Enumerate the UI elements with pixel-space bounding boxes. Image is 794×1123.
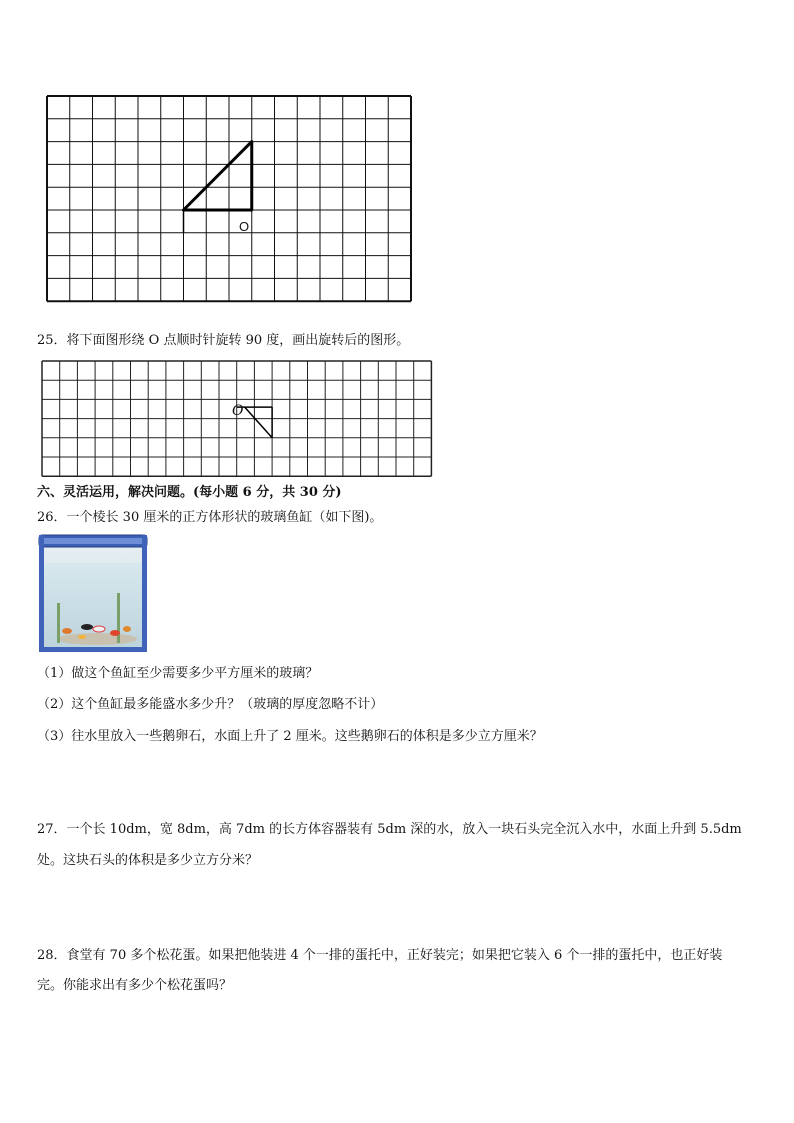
question-26-part-3: （3）往水里放入一些鹅卵石，水面上升了 2 厘米。这些鹅卵石的体积是多少立方厘米？ xyxy=(37,729,543,744)
point-label-o-q24: O xyxy=(239,219,250,234)
question-26-text: 26．一个棱长 30 厘米的正方体形状的玻璃鱼缸（如下图)。 xyxy=(37,510,383,525)
fish-tank-image xyxy=(37,533,149,655)
shape-diagonal xyxy=(245,407,272,438)
question-26-part-1: （1）做这个鱼缸至少需要多少平方厘米的玻璃？ xyxy=(37,666,319,681)
question-27-line-2: 处。这块石头的体积是多少立方分米？ xyxy=(37,853,259,868)
section-6-title: 六、灵活运用，解决问题。(每小题 6 分，共 30 分) xyxy=(37,485,342,500)
question-26-part-2: （2）这个鱼缸最多能盛水多少升？（玻璃的厚度忽略不计） xyxy=(37,697,384,712)
question-28-line-1: 28．食堂有 70 多个松花蛋。如果把他装进 4 个一排的蛋托中，正好装完；如果把它装入 6 个一排的蛋托中，也正好装 xyxy=(37,948,723,963)
point-label-o-q25: O xyxy=(232,403,244,419)
grid-q24 xyxy=(46,95,414,303)
question-25-text: 25．将下面图形绕 O 点顺时针旋转 90 度，画出旋转后的图形。 xyxy=(37,333,410,348)
question-27-line-1: 27．一个长 10dm，宽 8dm，高 7dm 的长方体容器装有 5dm 深的水，放入一块石头完全沉入水中，水面上升到 5.5dm xyxy=(37,822,742,837)
triangle-shape xyxy=(184,142,252,210)
question-28-line-2: 完。你能求出有多少个松花蛋吗？ xyxy=(37,978,233,993)
